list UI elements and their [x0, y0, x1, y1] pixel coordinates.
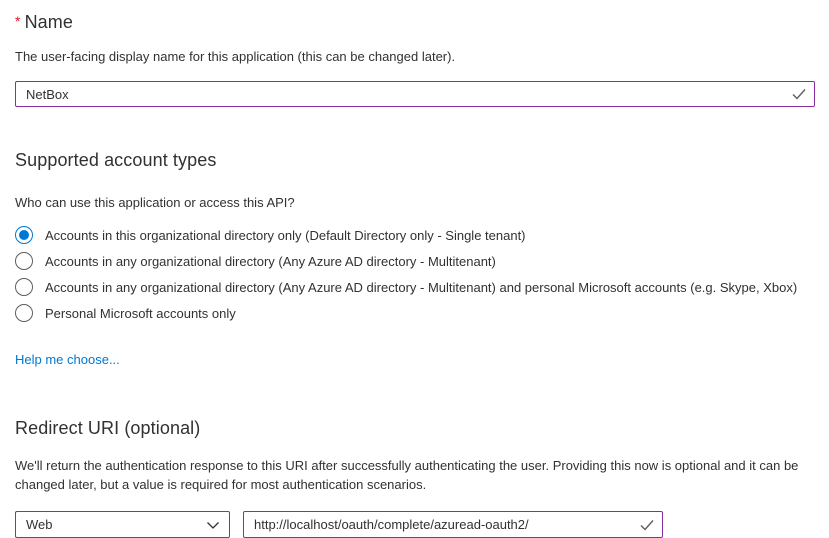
radio-button-icon[interactable] [15, 226, 33, 244]
name-section-title [15, 12, 815, 33]
radio-option-label: Accounts in any organizational directory (Any Azure AD directory - Multitenant) [45, 253, 496, 269]
name-input-container [15, 81, 815, 107]
radio-button-icon[interactable] [15, 252, 33, 270]
account-types-title: Supported account types [15, 150, 217, 170]
radio-option-label: Accounts in any organizational directory (Any Azure AD directory - Multitenant) and personal Microsoft accounts (e.g. Skype, Xbox) [45, 279, 798, 295]
help-me-choose-link[interactable]: Help me choose... [15, 352, 120, 367]
redirect-uri-row [15, 511, 815, 538]
name-title-text: Name [24, 12, 73, 32]
radio-option-label: Accounts in this organizational directory only (Default Directory only - Single tenant) [45, 227, 526, 243]
account-types-question: Who can use this application or access this API? [15, 195, 295, 210]
redirect-uri-title: Redirect URI (optional) [15, 418, 201, 438]
platform-select[interactable] [15, 511, 230, 538]
radio-option-multitenant-personal[interactable] [15, 274, 815, 300]
radio-option-multitenant[interactable] [15, 248, 815, 274]
radio-option-single-tenant[interactable] [15, 222, 815, 248]
required-asterisk: * [15, 13, 21, 29]
chevron-down-icon [206, 520, 220, 530]
redirect-uri-input-container [243, 511, 663, 538]
radio-button-icon[interactable] [15, 304, 33, 322]
redirect-uri-description: We'll return the authentication response to this URI after successfully authenticating the user. Providing this now is optional and it can be changed later, but a value is required for most authentication scenarios. [15, 458, 799, 492]
radio-option-label: Personal Microsoft accounts only [45, 305, 236, 321]
platform-select-value: Web [26, 517, 53, 532]
radio-button-icon[interactable] [15, 278, 33, 296]
name-input[interactable] [15, 81, 815, 107]
radio-option-personal-only[interactable] [15, 300, 815, 326]
name-description: The user-facing display name for this application (this can be changed later). [15, 49, 456, 64]
account-types-radio-group [15, 222, 815, 326]
redirect-uri-input[interactable] [243, 511, 663, 538]
